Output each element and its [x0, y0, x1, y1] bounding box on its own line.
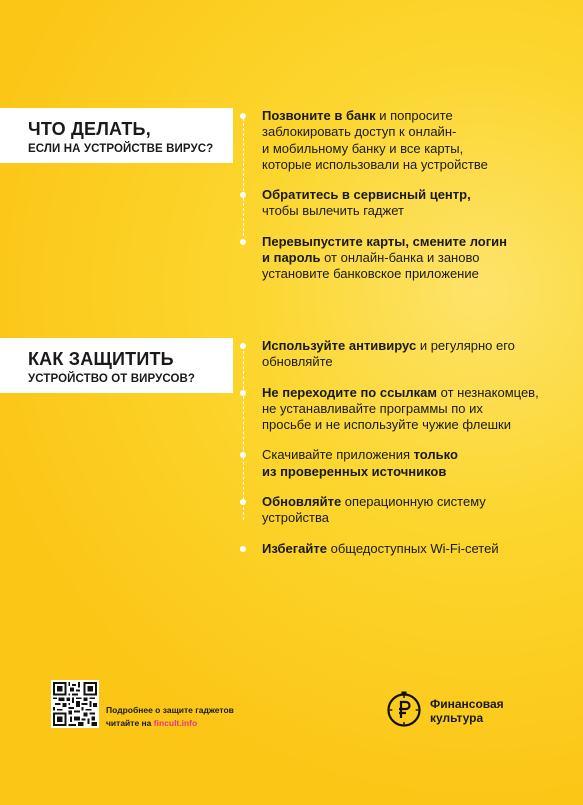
heading-title: КАК ЗАЩИТИТЬ — [28, 349, 174, 369]
heading-subtitle: УСТРОЙСТВО ОТ ВИРУСОВ? — [28, 373, 196, 385]
heading-how-to-protect — [0, 338, 233, 393]
bullet-dot-icon — [240, 546, 246, 552]
list-item: Избегайте общедоступных Wi-Fi-сетей — [240, 541, 570, 557]
heading-title: ЧТО ДЕЛАТЬ, — [28, 119, 151, 139]
bullet-dot-icon — [240, 390, 246, 396]
bullet-dot-icon — [240, 113, 246, 119]
bullet-dot-icon — [240, 499, 246, 505]
list-item: Скачивайте приложения только из проверенных источников — [240, 447, 570, 480]
footer-more-info: Подробнее о защите гаджетов читайте на fincult.info — [106, 705, 234, 728]
list-item: Перевыпустите карты, смените логин и пароль от онлайн-банка и заново установите банковское приложение — [240, 234, 570, 283]
list-item: Обновляйте операционную систему устройства — [240, 494, 570, 527]
bullet-dot-icon — [240, 192, 246, 198]
list-what-to-do — [240, 108, 570, 297]
bullet-dot-icon — [240, 452, 246, 458]
heading-subtitle: ЕСЛИ НА УСТРОЙСТВЕ ВИРУС? — [28, 143, 214, 155]
fincult-link[interactable]: fincult.info — [153, 718, 198, 728]
ruble-clock-icon — [386, 691, 422, 727]
qr-code-icon[interactable] — [51, 680, 99, 728]
list-item: Позвоните в банк и попросите заблокировать доступ к онлайн- и мобильному банку и все карты, которые использовали на устройстве — [240, 108, 570, 173]
bullet-dot-icon — [240, 239, 246, 245]
list-item: Используйте антивирус и регулярно его обновляйте — [240, 338, 570, 371]
bullet-dot-icon — [240, 343, 246, 349]
list-how-to-protect — [240, 338, 570, 571]
list-item: Обратитесь в сервисный центр, чтобы вылечить гаджет — [240, 187, 570, 220]
list-item: Не переходите по ссылкам от незнакомцев, не устанавливайте программы по их просьбе и не используйте чужие флешки — [240, 385, 570, 434]
heading-what-to-do — [0, 108, 233, 163]
brand-name: Финансовая культура — [430, 697, 504, 725]
